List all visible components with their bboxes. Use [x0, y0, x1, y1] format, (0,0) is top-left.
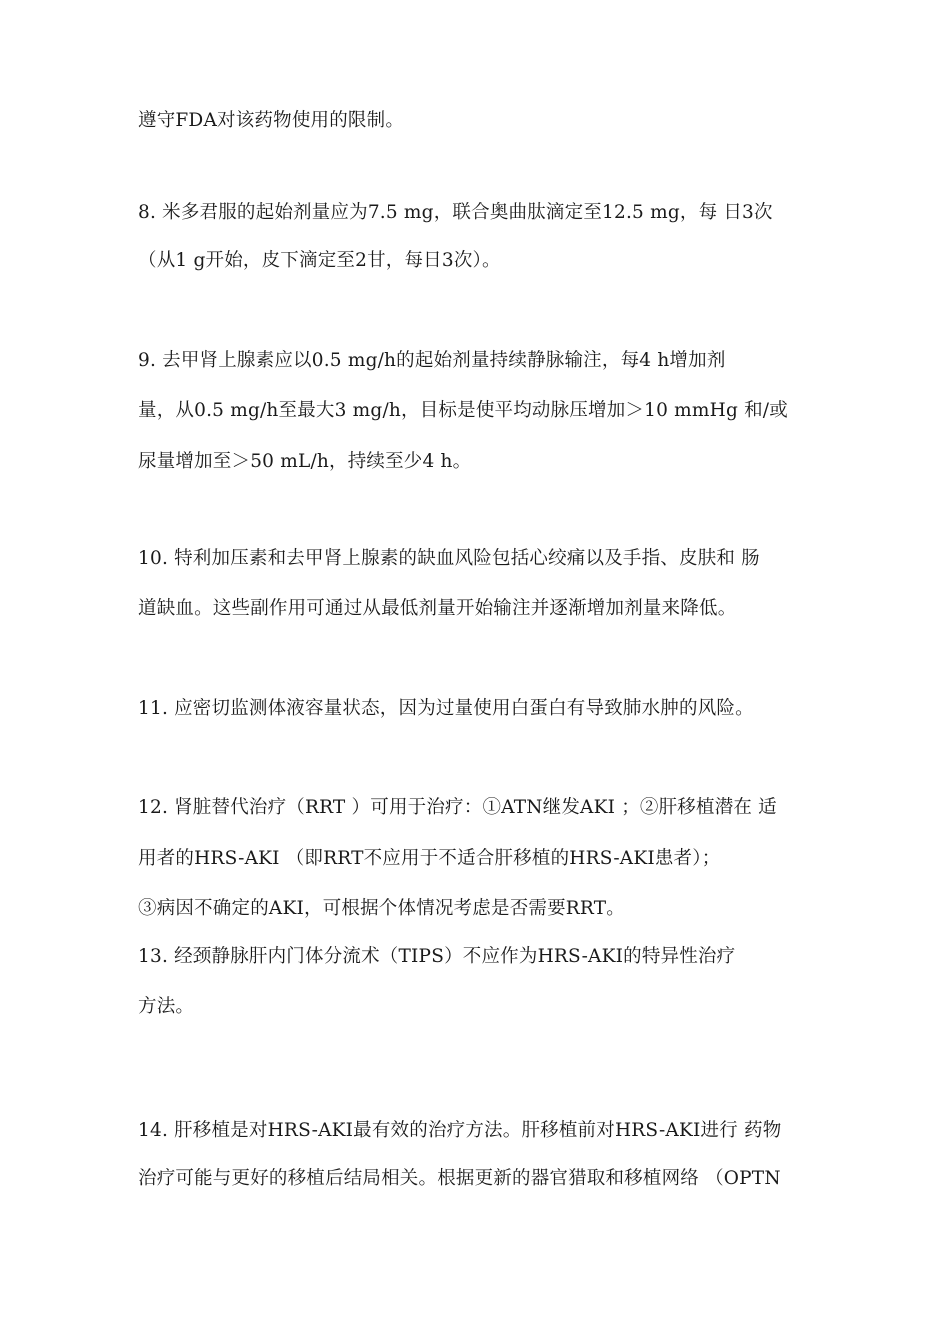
item-12-line-1: 12. 肾脏替代治疗（RRT ）可用于治疗：①ATN继发AKI ；②肝移植潜在 适 [138, 797, 777, 818]
item-8-line-2: （从1 g开始，皮下滴定至2甘，每日3次）。 [138, 250, 501, 271]
item-13-line-1: 13. 经颈静脉肝内门体分流术（TIPS）不应作为HRS-AKI的特异性治疗 [138, 946, 736, 967]
item-8-line-1: 8. 米多君服的起始剂量应为7.5 mg，联合奥曲肽滴定至12.5 mg，每 日3次 [138, 202, 773, 223]
item-14-line-2: 治疗可能与更好的移植后结局相关。根据更新的器官猎取和移植网络 （OPTN [138, 1168, 781, 1189]
item-10-line-2: 道缺血。这些副作用可通过从最低剂量开始输注并逐渐增加剂量来降低。 [138, 598, 737, 619]
text-line-fda-restriction: 遵守FDA对该药物使用的限制。 [138, 110, 405, 131]
item-10-line-1: 10. 特利加压素和去甲肾上腺素的缺血风险包括心绞痛以及手指、皮肤和 肠 [138, 548, 760, 569]
item-9-line-1: 9. 去甲肾上腺素应以0.5 mg/h的起始剂量持续静脉输注，每4 h增加剂 [138, 350, 726, 371]
item-11-line-1: 11. 应密切监测体液容量状态，因为过量使用白蛋白有导致肺水肿的风险。 [138, 698, 754, 719]
item-9-line-2: 量，从0.5 mg/h至最大3 mg/h，目标是使平均动脉压增加＞10 mmHg 和/或 [138, 400, 788, 421]
item-12-line-3: ③病因不确定的AKI，可根据个体情况考虑是否需要RRT。 [138, 898, 625, 919]
item-12-line-2: 用者的HRS-AKI （即RRT不应用于不适合肝移植的HRS-AKI患者）； [138, 848, 721, 869]
item-13-line-2: 方法。 [138, 996, 195, 1017]
item-14-line-1: 14. 肝移植是对HRS-AKI最有效的治疗方法。肝移植前对HRS-AKI进行 药物 [138, 1120, 782, 1141]
item-9-line-3: 尿量增加至＞50 mL/h，持续至少4 h。 [138, 451, 472, 472]
